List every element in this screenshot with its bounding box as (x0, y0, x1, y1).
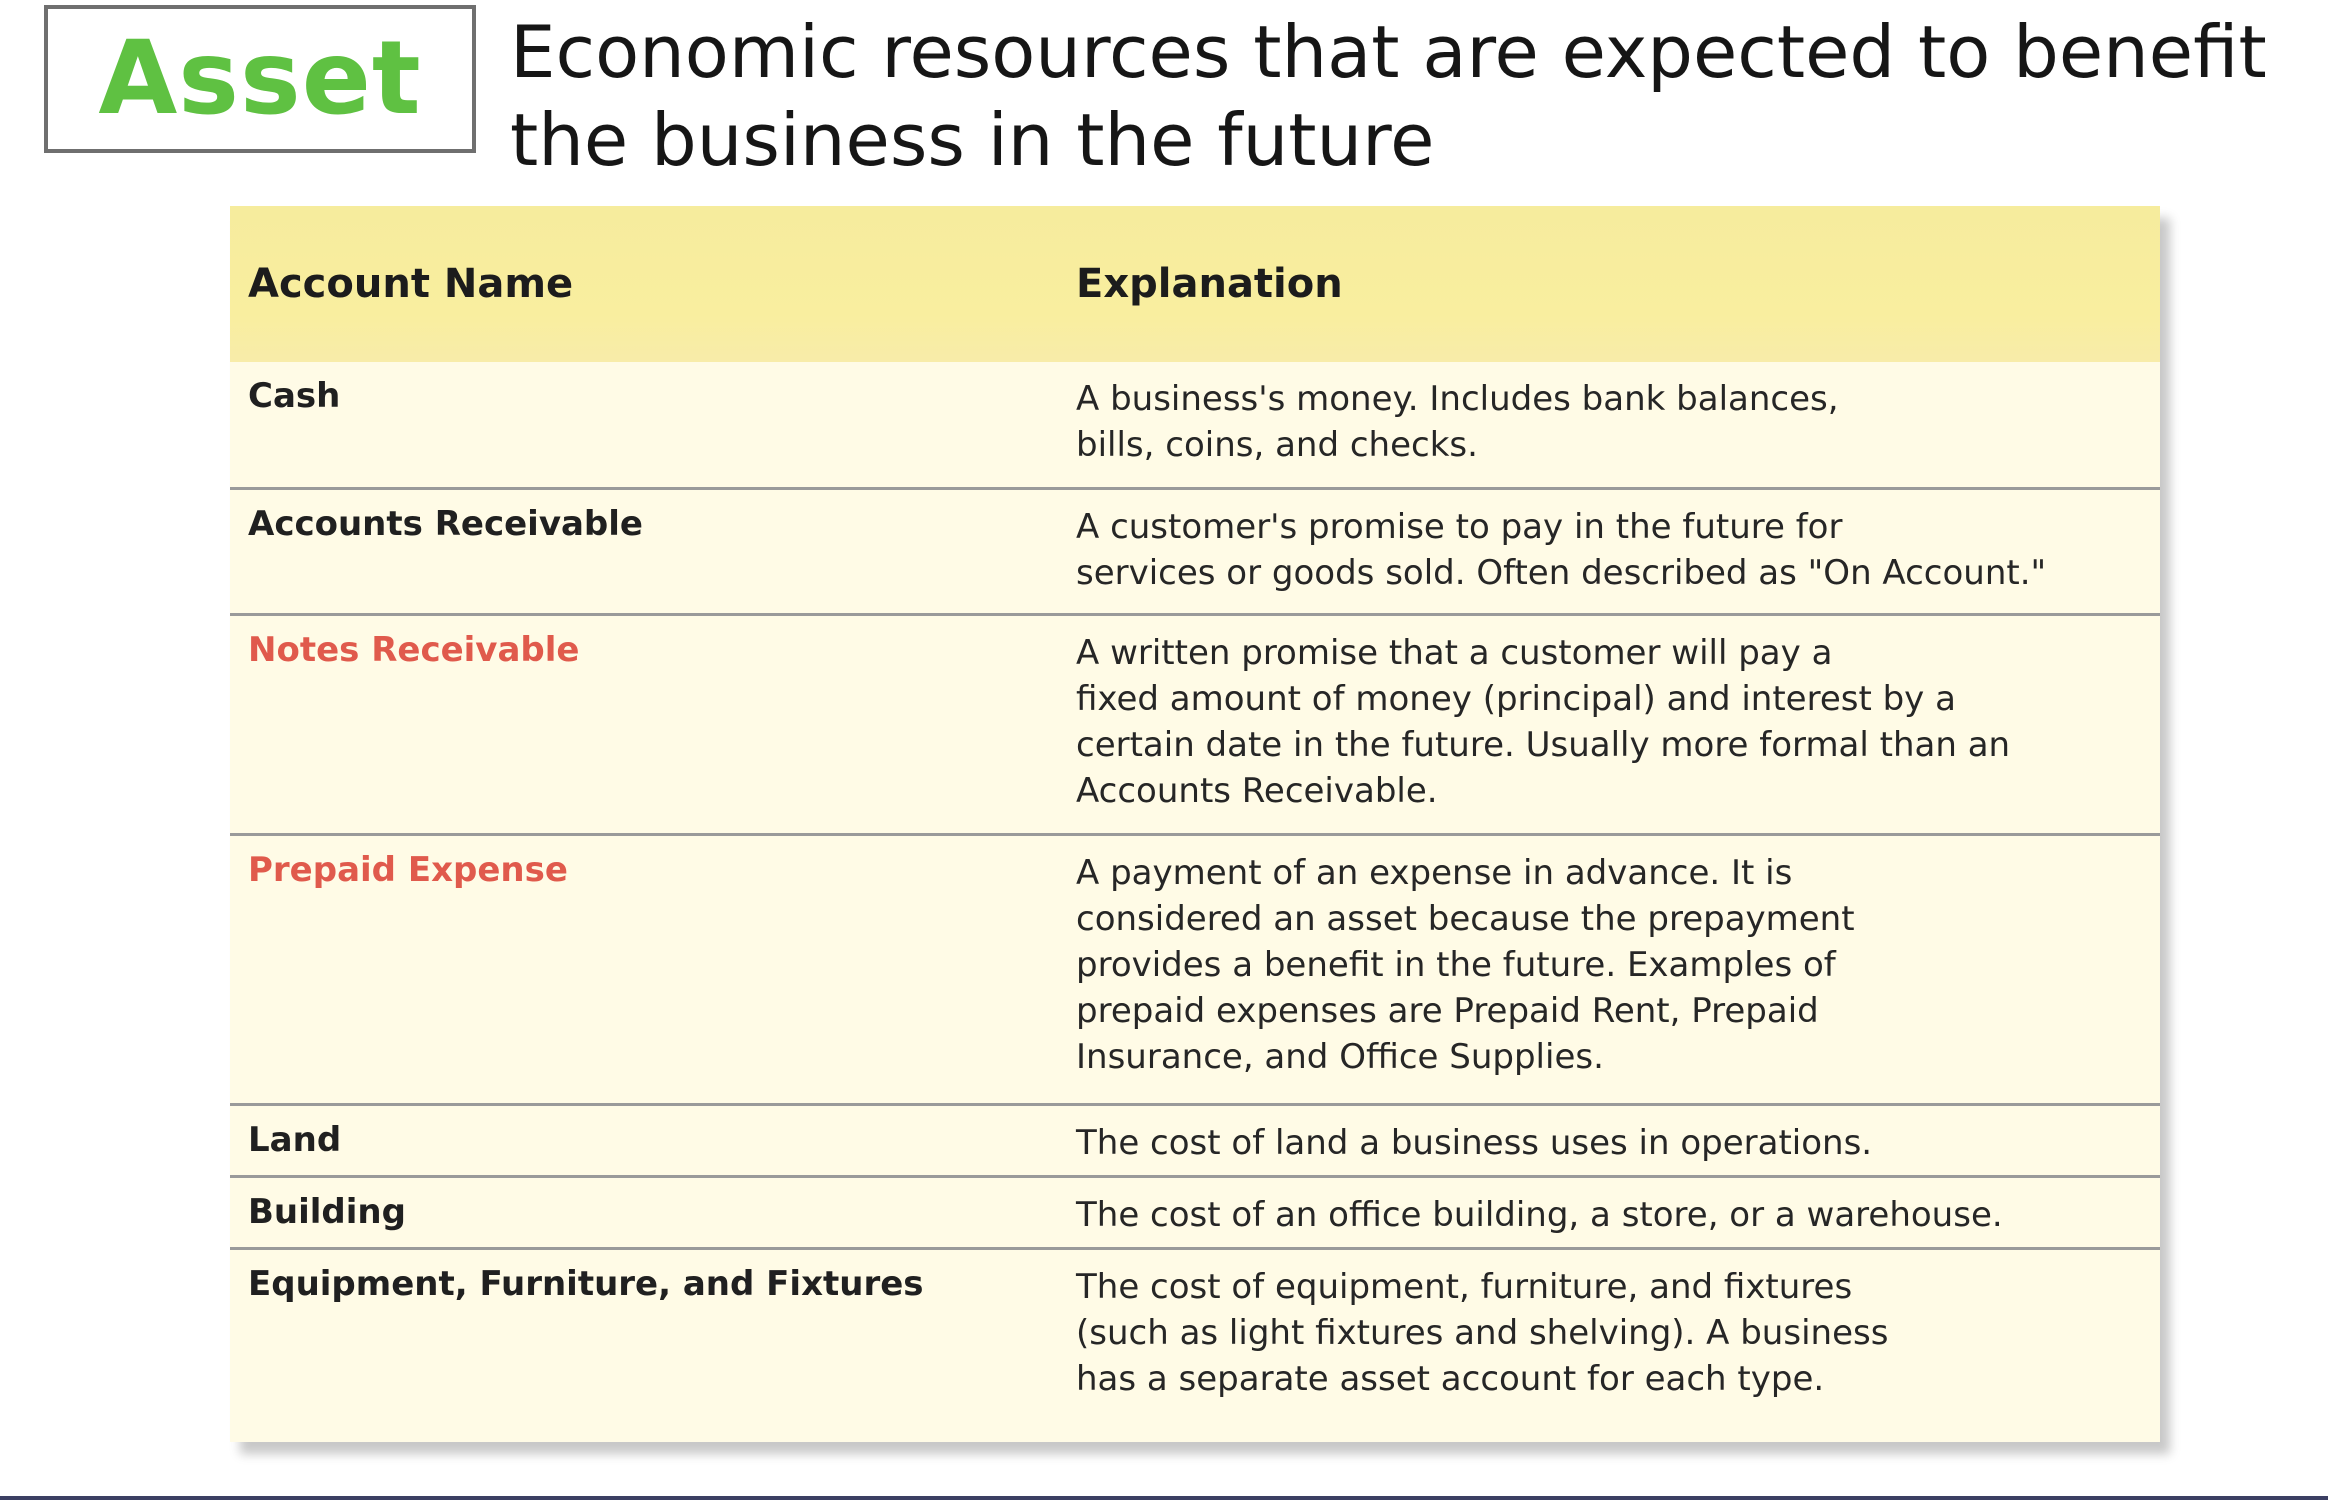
explanation-line: Insurance, and Office Supplies. (1076, 1037, 1604, 1077)
table-row (230, 362, 2160, 490)
explanation-cell (1076, 1192, 2136, 1238)
table-row (230, 1250, 2160, 1442)
explanation-line: considered an asset because the prepayment (1076, 899, 1855, 939)
explanation-line: A payment of an expense in advance. It is (1076, 853, 1793, 893)
explanation-line: The cost of an office building, a store, or a warehouse. (1076, 1195, 2003, 1235)
explanation-line: (such as light fixtures and shelving). A business (1076, 1313, 1889, 1353)
explanation-line: The cost of land a business uses in operations. (1076, 1123, 1873, 1163)
explanation-line: The cost of equipment, furniture, and fixtures (1076, 1267, 1853, 1307)
table-row (230, 1178, 2160, 1250)
asset-accounts-table (230, 206, 2160, 1442)
explanation-cell (1076, 1120, 2136, 1166)
definition-line-2: the business in the future (510, 98, 1435, 182)
term-box (44, 5, 476, 153)
column-header-account-name: Account Name (248, 261, 574, 307)
account-name-cell: Land (248, 1120, 342, 1160)
table-row (230, 1106, 2160, 1178)
explanation-line: A business's money. Includes bank balances, (1076, 379, 1839, 419)
table-row (230, 836, 2160, 1106)
account-name-cell: Notes Receivable (248, 630, 580, 670)
explanation-line: services or goods sold. Often described as "On Account." (1076, 553, 2047, 593)
explanation-cell (1076, 376, 2136, 468)
explanation-cell (1076, 630, 2136, 814)
explanation-line: provides a benefit in the future. Examples of (1076, 945, 1836, 985)
table-row (230, 616, 2160, 836)
explanation-cell (1076, 1264, 2136, 1402)
explanation-line: Accounts Receivable. (1076, 771, 1438, 811)
explanation-line: A written promise that a customer will pay a (1076, 633, 1833, 673)
explanation-line: A customer's promise to pay in the future for (1076, 507, 1843, 547)
explanation-line: has a separate asset account for each type. (1076, 1359, 1825, 1399)
account-name-cell: Building (248, 1192, 406, 1232)
term-definition (510, 8, 2310, 184)
explanation-line: certain date in the future. Usually more formal than an (1076, 725, 2011, 765)
definition-line-1: Economic resources that are expected to benefit (510, 10, 2267, 94)
explanation-cell (1076, 850, 2136, 1080)
term-heading: Asset (98, 19, 422, 138)
account-name-cell: Cash (248, 376, 341, 416)
explanation-line: prepaid expenses are Prepaid Rent, Prepaid (1076, 991, 1819, 1031)
account-name-cell: Equipment, Furniture, and Fixtures (248, 1264, 924, 1304)
explanation-line: bills, coins, and checks. (1076, 425, 1478, 465)
table-header (230, 206, 2160, 362)
explanation-cell (1076, 504, 2136, 596)
account-name-cell: Prepaid Expense (248, 850, 568, 890)
bottom-divider (0, 1496, 2328, 1500)
explanation-line: fixed amount of money (principal) and interest by a (1076, 679, 1956, 719)
account-name-cell: Accounts Receivable (248, 504, 643, 544)
column-header-explanation: Explanation (1076, 261, 1343, 307)
table-row (230, 490, 2160, 616)
